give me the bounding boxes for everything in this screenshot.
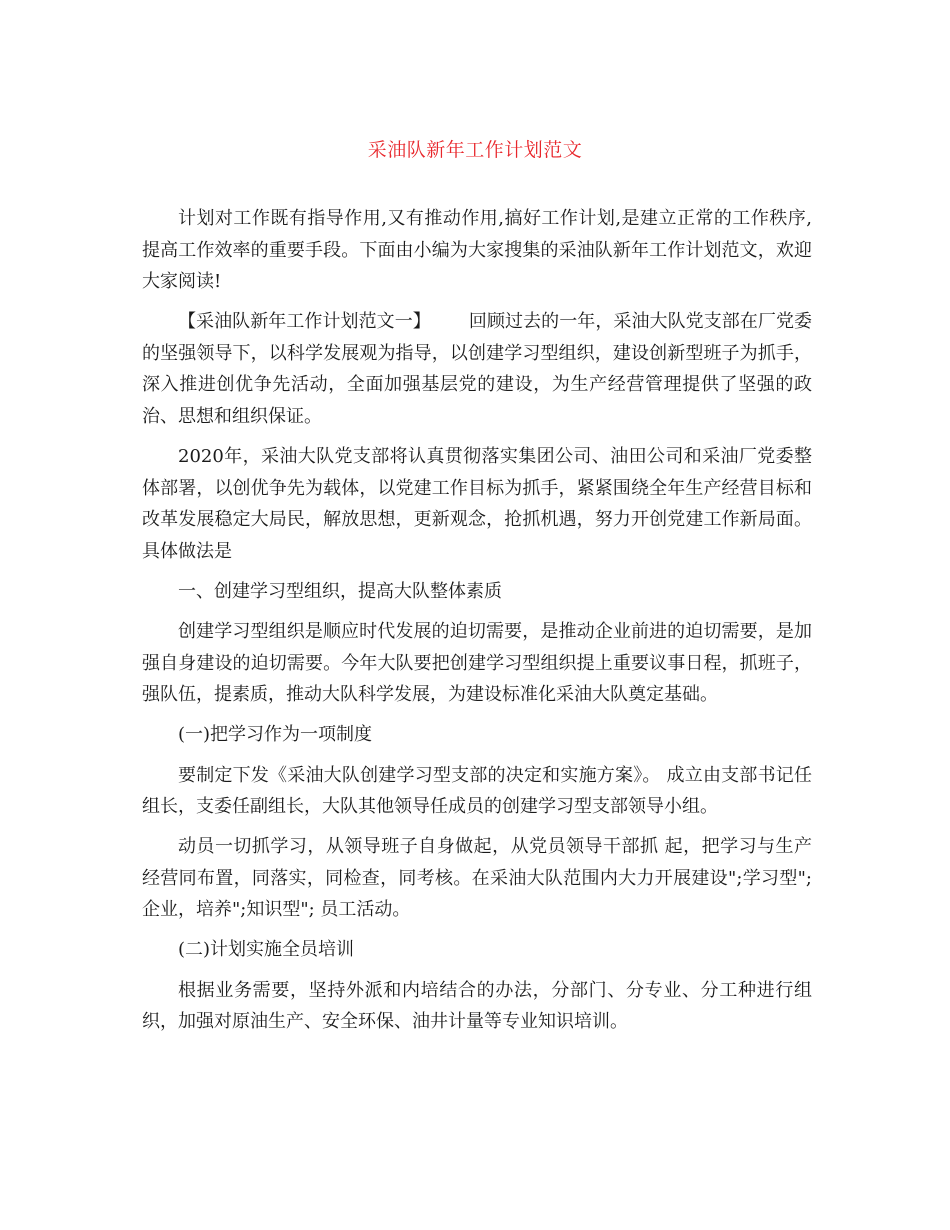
section-heading: 【采油队新年工作计划范文一】 — [178, 311, 431, 333]
paragraph-1: 创建学习型组织是顺应时代发展的迫切需要，是推动企业前进的迫切需要，是加强自身建设的迫切需要。今年大队要把创建学习型组织提上重要议事日程，抓班子，强队伍，提素质，推动大队科学发展，为建设标准化采油大队奠定基础。 — [142, 621, 812, 706]
intro-paragraph: 计划对工作既有指导作用,又有推动作用,搞好工作计划,是建立正常的工作秩序,提高工作效率的重要手段。下面由小编为大家搜集的采油队新年工作计划范文，欢迎大家阅读! — [142, 208, 812, 293]
document-body — [142, 203, 812, 1046]
paragraph-2020: 2020年，采油大队党支部将认真贯彻落实集团公司、油田公司和采油厂党委整体部署，以创优争先为载体，以党建工作目标为抓手，紧紧围绕全年生产经营目标和改革发展稳定大局民，解放思想，更新观念，抢抓机遇，努力开创党建工作新局面。具体做法是 — [142, 446, 812, 562]
paragraph-1-2: 根据业务需要，坚持外派和内培结合的办法，分部门、分专业、分工种进行组织，加强对原油生产、安全环保、油井计量等专业知识培训。 — [142, 979, 812, 1033]
heading-1-2: (二)计划实施全员培训 — [178, 939, 355, 961]
heading-1-1: (一)把学习作为一项制度 — [178, 724, 373, 746]
section-intro-text: 回顾过去的一年，采油大队党支部在厂党委的坚强领导下，以科学发展观为指导，以创建学习型组织，建设创新型班子为抓手，深入推进创优争先活动，全面加强基层党的建设，为生产经营管理提供了坚强的政治、思想和组织保证。 — [142, 311, 813, 428]
paragraph-1-1b: 动员一切抓学习，从领导班子自身做起，从党员领导干部抓 起，把学习与生产经营同布置，同落实，同检查，同考核。在采油大队范围内大力开展建设";学习型";企业，培养";知识型"; 员工活动。 — [142, 836, 812, 921]
heading-1: 一、创建学习型组织，提高大队整体素质 — [178, 581, 502, 603]
section-intro-paragraph — [142, 306, 812, 432]
paragraph-1-1a: 要制定下发《采油大队创建学习型支部的决定和实施方案》。 成立由支部书记任组长，支委任副组长，大队其他领导任成员的创建学习型支部领导小组。 — [142, 764, 812, 818]
document-title: 采油队新年工作计划范文 — [367, 139, 583, 161]
